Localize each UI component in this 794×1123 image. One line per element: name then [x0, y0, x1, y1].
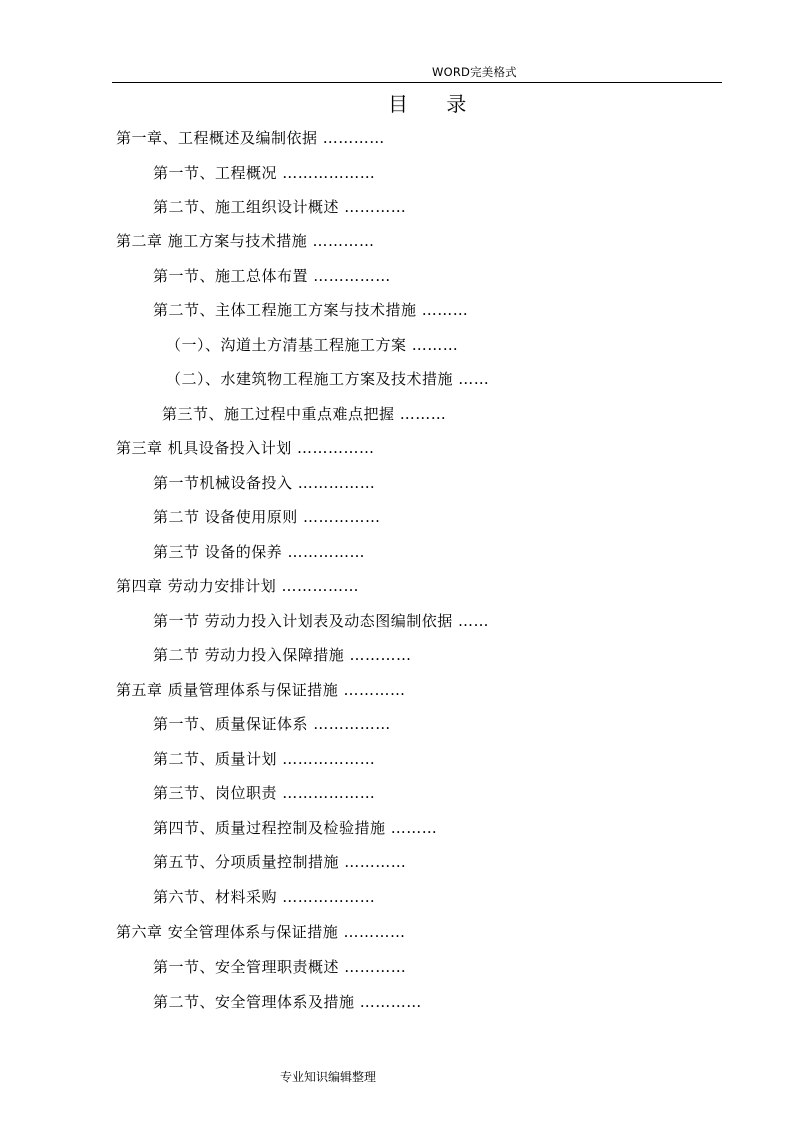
toc-entry-section[interactable]: 第六节、材料采购 ………………: [153, 888, 376, 906]
header-text: WORD完美格式: [432, 65, 517, 79]
toc-entry-subsection[interactable]: （二）、水建筑物工程施工方案及技术措施 ……: [166, 370, 490, 388]
toc-entry-section[interactable]: 第一节机械设备投入 ……………: [153, 474, 376, 492]
toc-entry-section[interactable]: 第三节 设备的保养 ……………: [153, 543, 366, 561]
toc-entry-section[interactable]: 第二节、施工组织设计概述 …………: [153, 198, 407, 216]
toc-entry-subsection[interactable]: （一）、沟道土方清基工程施工方案 ………: [166, 336, 459, 354]
toc-entry-section[interactable]: 第二节 设备使用原则 ……………: [153, 508, 381, 526]
toc-entry-section[interactable]: 第一节、工程概况 ………………: [153, 164, 376, 182]
toc-entry-section[interactable]: 第四节、质量过程控制及检验措施 ………: [153, 819, 438, 837]
page-footer: 专业知识编辑整理: [280, 1070, 377, 1084]
toc-entry-section[interactable]: 第一节 劳动力投入计划表及动态图编制依据 ……: [153, 612, 490, 630]
toc-entry-section[interactable]: 第三节、施工过程中重点难点把握 ………: [162, 405, 447, 423]
toc-entry-section[interactable]: 第二节、主体工程施工方案与技术措施 ………: [153, 301, 469, 319]
toc-entry-section[interactable]: 第二节、质量计划 ………………: [153, 750, 376, 768]
toc-entry-section[interactable]: 第三节、岗位职责 ………………: [153, 784, 376, 802]
toc-entry-section[interactable]: 第一节、施工总体布置 ……………: [153, 267, 391, 285]
toc-title: 目 录: [388, 92, 483, 116]
toc-entry-chapter-1[interactable]: 第一章、工程概述及编制依据 …………: [116, 129, 385, 147]
toc-entry-section[interactable]: 第一节、质量保证体系 ……………: [153, 715, 391, 733]
toc-entry-chapter-5[interactable]: 第五章 质量管理体系与保证措施 …………: [116, 681, 406, 699]
toc-entry-section[interactable]: 第一节、安全管理职责概述 …………: [153, 958, 407, 976]
toc-entry-chapter-4[interactable]: 第四章 劳动力安排计划 ……………: [116, 577, 360, 595]
toc-entry-chapter-2[interactable]: 第二章 施工方案与技术措施 …………: [116, 232, 375, 250]
toc-entry-chapter-6[interactable]: 第六章 安全管理体系与保证措施 …………: [116, 923, 406, 941]
toc-entry-section[interactable]: 第五节、分项质量控制措施 …………: [153, 853, 407, 871]
toc-entry-section[interactable]: 第二节、安全管理体系及措施 …………: [153, 993, 422, 1011]
toc-entry-section[interactable]: 第二节 劳动力投入保障措施 …………: [153, 646, 412, 664]
toc-entry-chapter-3[interactable]: 第三章 机具设备投入计划 ……………: [116, 439, 375, 457]
